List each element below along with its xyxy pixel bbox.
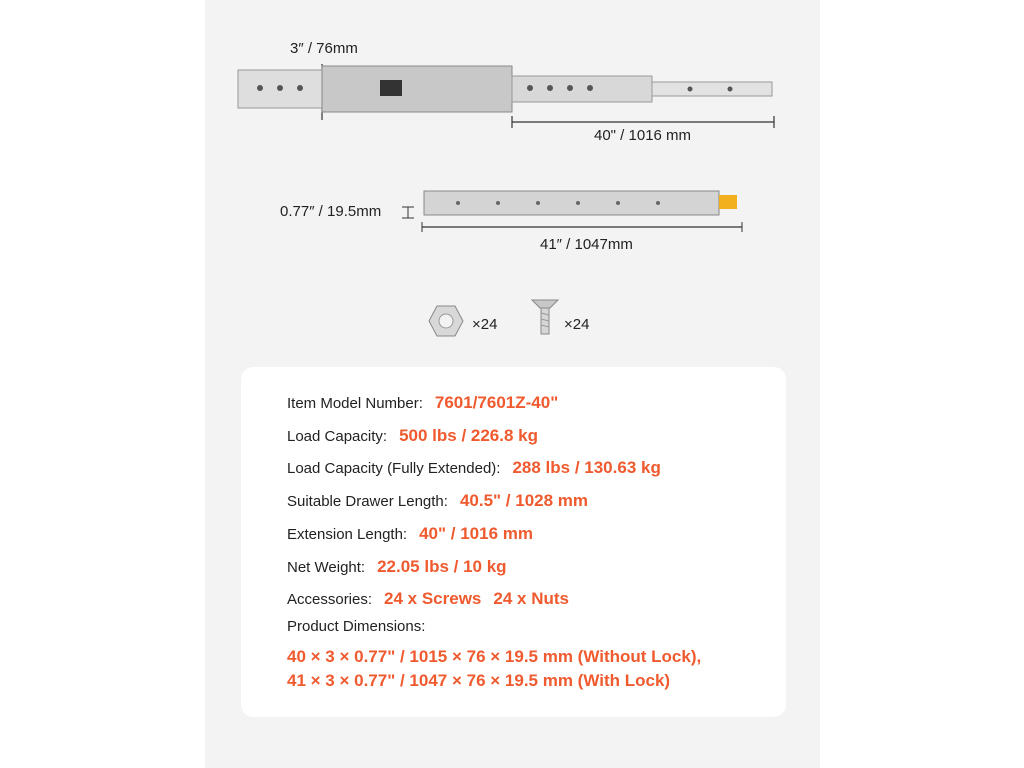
spec-value: 288 lbs / 130.63 kg — [512, 458, 661, 477]
spec-label: Net Weight: — [287, 559, 366, 576]
spec-label: Suitable Drawer Length: — [287, 493, 448, 510]
spec-row-load — [287, 426, 538, 446]
spec-label: Extension Length: — [287, 526, 408, 543]
spec-row-drawer-length — [287, 491, 588, 511]
spec-label: Product Dimensions: — [287, 618, 426, 635]
screw-quantity: ×24 — [564, 316, 590, 333]
nut-quantity: ×24 — [472, 316, 498, 333]
nut-icon — [428, 304, 464, 338]
spec-label: Load Capacity (Fully Extended): — [287, 460, 501, 477]
spec-label: Item Model Number: — [287, 395, 423, 412]
screw-icon — [530, 294, 560, 338]
width-dimension-label: 3″ / 76mm — [290, 40, 358, 57]
spec-value: 24 x Nuts — [493, 589, 569, 608]
spec-value: 40.5" / 1028 mm — [459, 491, 589, 510]
spec-row-extension — [287, 524, 533, 544]
product-dimensions-line-2: 41 × 3 × 0.77" / 1047 × 76 × 19.5 mm (With Lock) — [287, 671, 671, 690]
spec-card — [241, 367, 786, 717]
spec-value: 24 x Screws — [384, 589, 482, 608]
height-dimension-label: 0.77″ / 19.5mm — [280, 203, 382, 220]
length-dimension-label: 41″ / 1047mm — [540, 236, 633, 253]
spec-row-load-extended — [287, 458, 661, 478]
spec-row-model — [287, 393, 558, 413]
spec-value: 7601/7601Z-40" — [434, 393, 559, 412]
spec-row-weight — [287, 557, 507, 577]
spec-label: Accessories: — [287, 591, 373, 608]
spec-value: 22.05 lbs / 10 kg — [377, 557, 507, 576]
spec-row-accessories — [287, 589, 569, 609]
spec-label: Load Capacity: — [287, 428, 388, 445]
product-dimensions-line-1: 40 × 3 × 0.77" / 1015 × 76 × 19.5 mm (Without Lock), — [287, 647, 702, 666]
spec-row-product-dimensions — [287, 618, 425, 636]
spec-value: 40" / 1016 mm — [419, 524, 534, 543]
spec-value: 500 lbs / 226.8 kg — [399, 426, 538, 445]
extension-dimension-label: 40" / 1016 mm — [594, 127, 692, 144]
closed-slide-image — [398, 185, 750, 235]
extended-slide-image — [230, 60, 790, 130]
